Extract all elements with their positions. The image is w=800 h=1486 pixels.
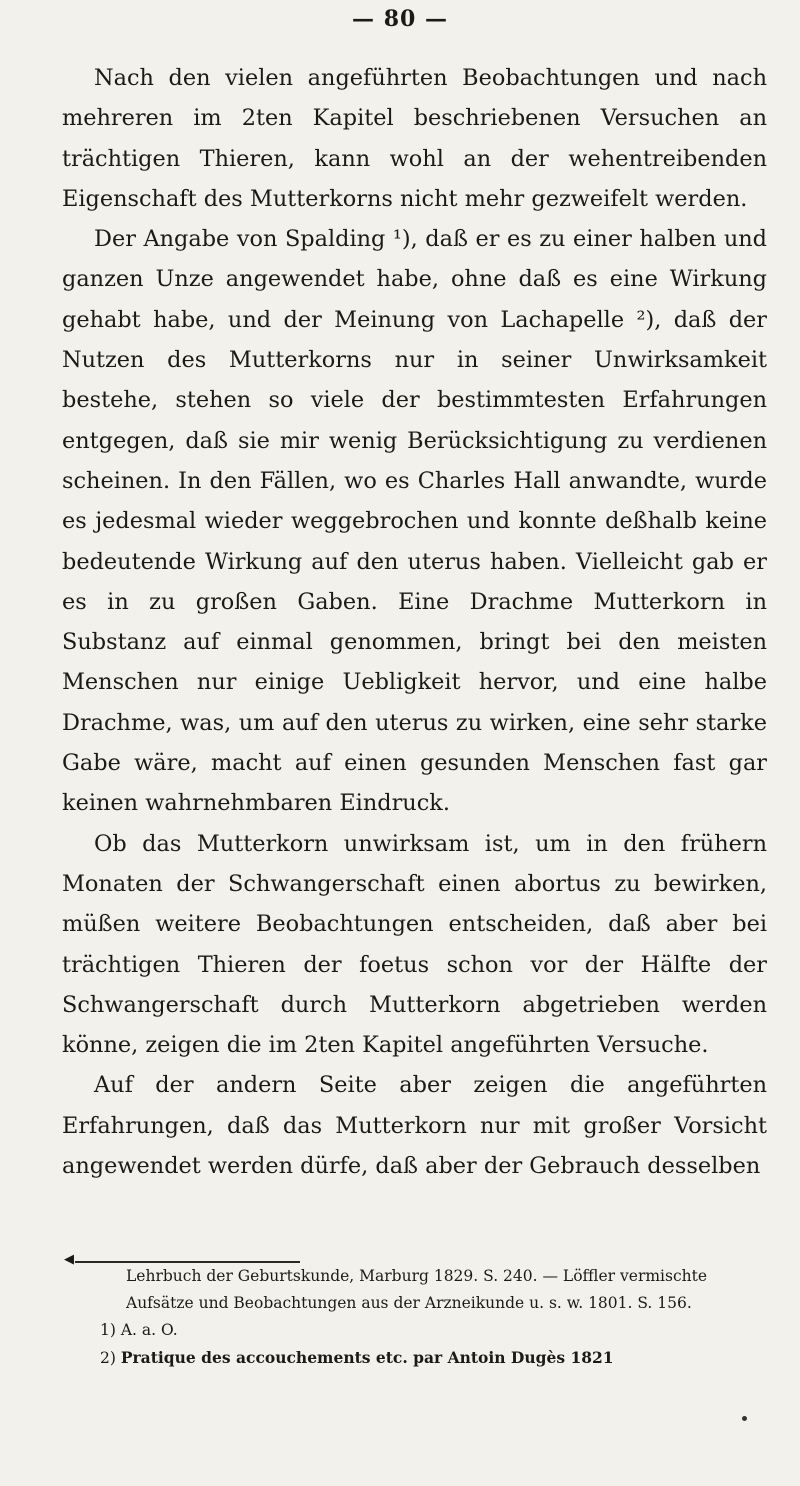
footnotes [100,1263,770,1372]
paragraph-2: Der Angabe von Spalding ¹), daß er es zu einer halben und ganzen Unze angewendet habe, ohne daß es eine Wirkung gehabt habe, und der Meinung von Lachapelle ²), daß der Nutzen des Mutterkorns nur in seiner Unwirksamkeit bestehe, stehen so viele der bestimmtesten Erfahrungen entgegen, daß sie mir wenig Berücksichtigung zu verdienen scheinen. In den Fällen, wo es Charles Hall anwandte, wurde es jedesmal wieder weggebrochen und konnte deßhalb keine bedeutende Wirkung auf den uterus haben. Vielleicht gab er es in zu großen Gaben. Eine Drachme Mutterkorn in Substanz auf einmal genommen, bringt bei den meisten Menschen nur einige Uebligkeit hervor, und eine halbe Drachme, was, um auf den uterus zu wirken, eine sehr starke Gabe wäre, macht auf einen gesunden Menschen fast gar keinen wahrnehmbaren Eindruck. [62,226,767,817]
paragraph-1: Nach den vielen angeführten Beobachtungen und nach mehreren im 2ten Kapitel beschriebenen Versuchen an trächtigen Thieren, kann wohl an der wehentreibenden Eigenschaft des Mutterkorns nicht mehr gezweifelt werden. [62,65,767,212]
footnote-continuation: Lehrbuch der Geburtskunde, Marburg 1829. S. 240. — Löffler vermischte Aufsätze und Beobachtungen aus der Arzneikunde u. s. w. 1801. S. 156. [126,1267,708,1312]
paragraph-3: Ob das Mutterkorn unwirksam ist, um in den frühern Monaten der Schwangerschaft einen abortus zu bewirken, müßen weitere Beobachtungen entscheiden, daß aber bei trächtigen Thieren der foetus schon vor der Hälfte der Schwangerschaft durch Mutterkorn abgetrieben werden könne, zeigen die im 2ten Kapitel angeführten Versuche. [62,830,767,1059]
main-text [62,58,767,1186]
footnote-2-marker: 2) [100,1349,116,1367]
paragraph-4: Auf der andern Seite aber zeigen die angeführten Erfahrungen, daß das Mutterkorn nur mit großer Vorsicht angewendet werden dürfe, daß aber der Gebrauch desselben [62,1072,767,1180]
footnote-1-text: A. a. O. [120,1321,178,1339]
ink-dot [742,1416,747,1421]
footnote-2 [100,1344,770,1372]
footnote-2-text: Pratique des accouchements etc. par Antoin Dugès 1821 [120,1348,614,1367]
page-number: — 80 — [352,6,448,32]
footnote-marker-glyph: ◀ [64,1252,74,1267]
footnote-1 [100,1317,770,1344]
footnote-1-marker: 1) [100,1321,116,1339]
